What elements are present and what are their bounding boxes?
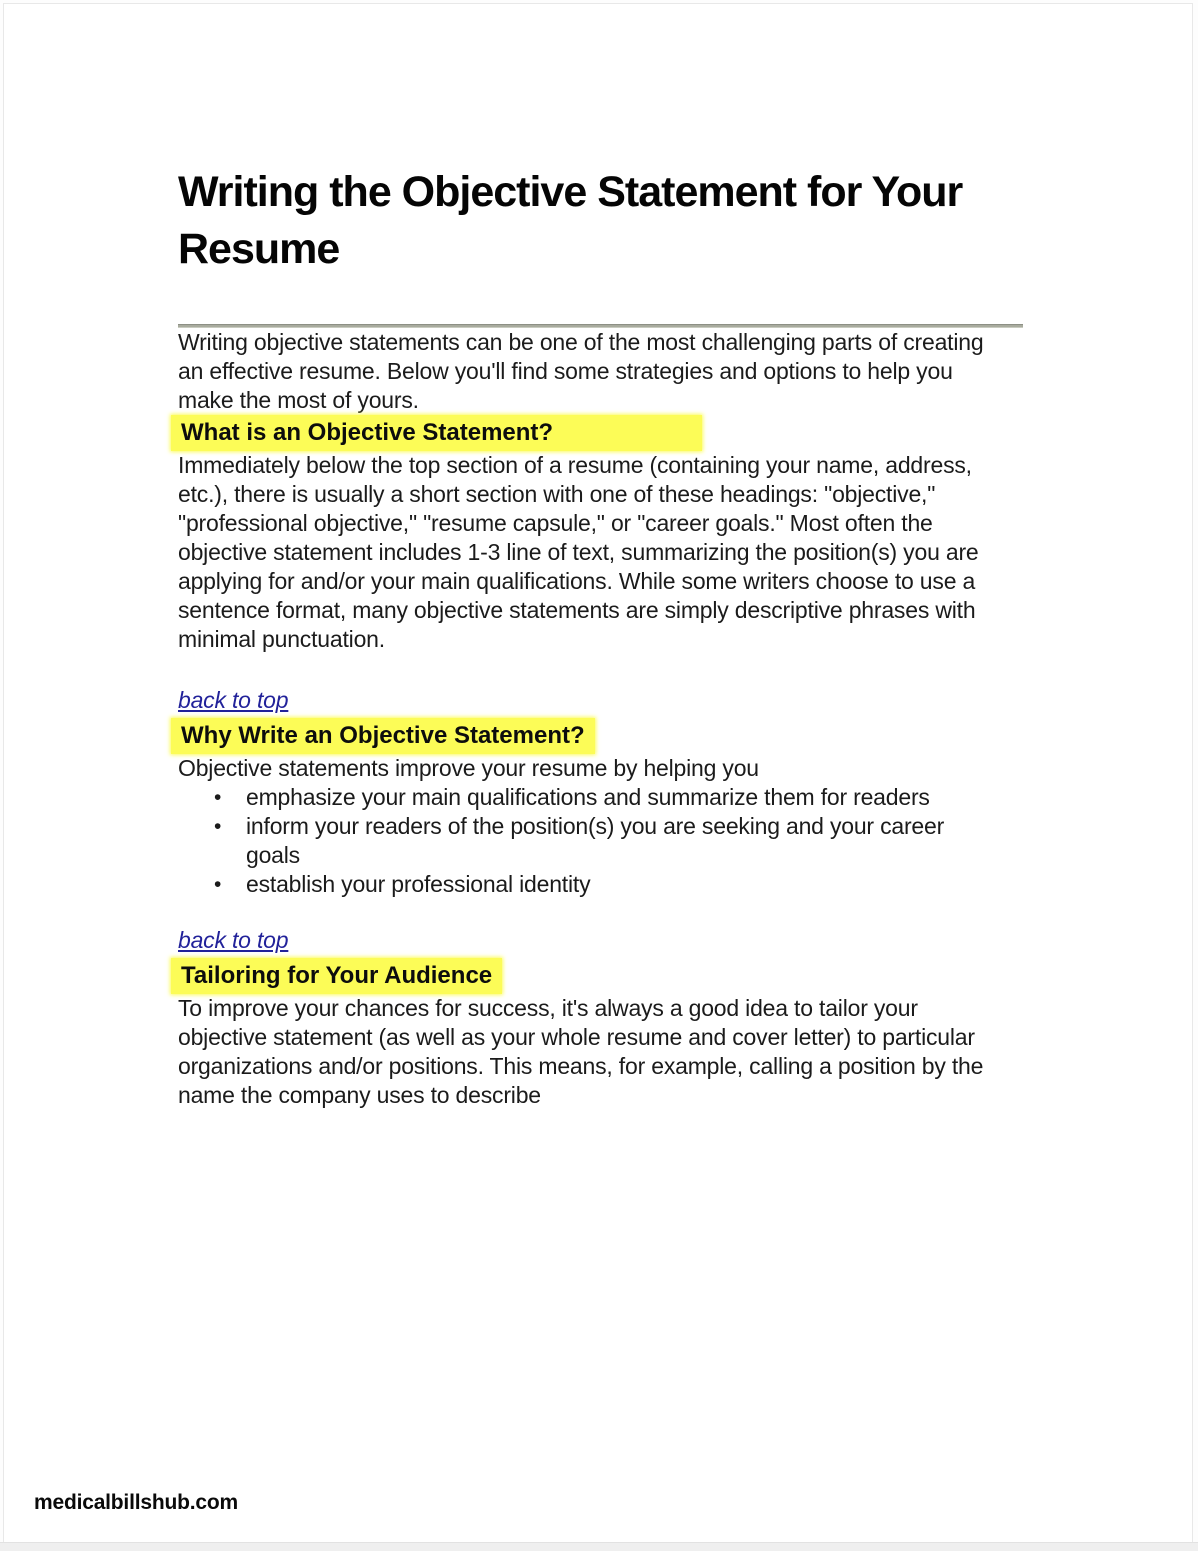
intro-paragraph: Writing objective statements can be one of the most challenging parts of creating an effective resume. Below you'll find some strategies and options to help you make the most of yours. xyxy=(178,329,984,413)
site-footer: medicalbillshub.com xyxy=(34,1491,238,1514)
tailoring-paragraph: To improve your chances for success, it's always a good idea to tailor your objective statement (as well as your whole resume and cover letter) to particular organizations and/or positions. This means, for example, calling a position by the name the company uses to describe xyxy=(178,995,984,1108)
section-heading-why-write xyxy=(178,718,1023,754)
list-item-text: emphasize your main qualifications and summarize them for readers xyxy=(246,784,930,810)
document-content xyxy=(178,4,1023,1110)
bullet-icon: • xyxy=(214,815,222,838)
list-item-text: establish your professional identity xyxy=(246,871,591,897)
page-bottom-strip xyxy=(0,1542,1198,1551)
benefits-bullet-list xyxy=(178,783,1008,899)
back-to-top-link[interactable]: back to top xyxy=(178,687,289,713)
page-title: Writing the Objective Statement for Your Resume xyxy=(178,168,963,273)
section-heading-what-is xyxy=(178,415,1023,451)
what-is-paragraph: Immediately below the top section of a resume (containing your name, address, etc.), there is usually a short section with one of these headings: "objective," "professional objective," "resume capsule," or "career goals." Most often the objective statement includes 1-3 line of text, summarizing the position(s) you are applying for and/or your main qualifications. While some writers choose to use a sentence format, many objective statements are simply descriptive phrases with minimal punctuation. xyxy=(178,452,979,652)
list-item-text: inform your readers of the position(s) you are seeking and your career goals xyxy=(246,813,945,868)
section-heading-tailoring xyxy=(178,958,1023,994)
highlighted-heading-text: Why Write an Objective Statement? xyxy=(171,718,595,754)
list-item xyxy=(178,812,991,870)
bullet-icon: • xyxy=(214,873,222,896)
highlighted-heading-text: What is an Objective Statement? xyxy=(171,415,702,451)
back-to-top-link[interactable]: back to top xyxy=(178,927,289,953)
back-to-top-row xyxy=(178,926,1023,958)
list-item xyxy=(178,783,991,812)
highlighted-heading-text: Tailoring for Your Audience xyxy=(171,958,502,994)
document-page xyxy=(3,3,1193,1543)
why-write-paragraph: Objective statements improve your resume by helping you xyxy=(178,755,759,781)
bullet-icon: • xyxy=(214,786,222,809)
list-item xyxy=(178,870,991,899)
back-to-top-row xyxy=(178,686,1023,718)
